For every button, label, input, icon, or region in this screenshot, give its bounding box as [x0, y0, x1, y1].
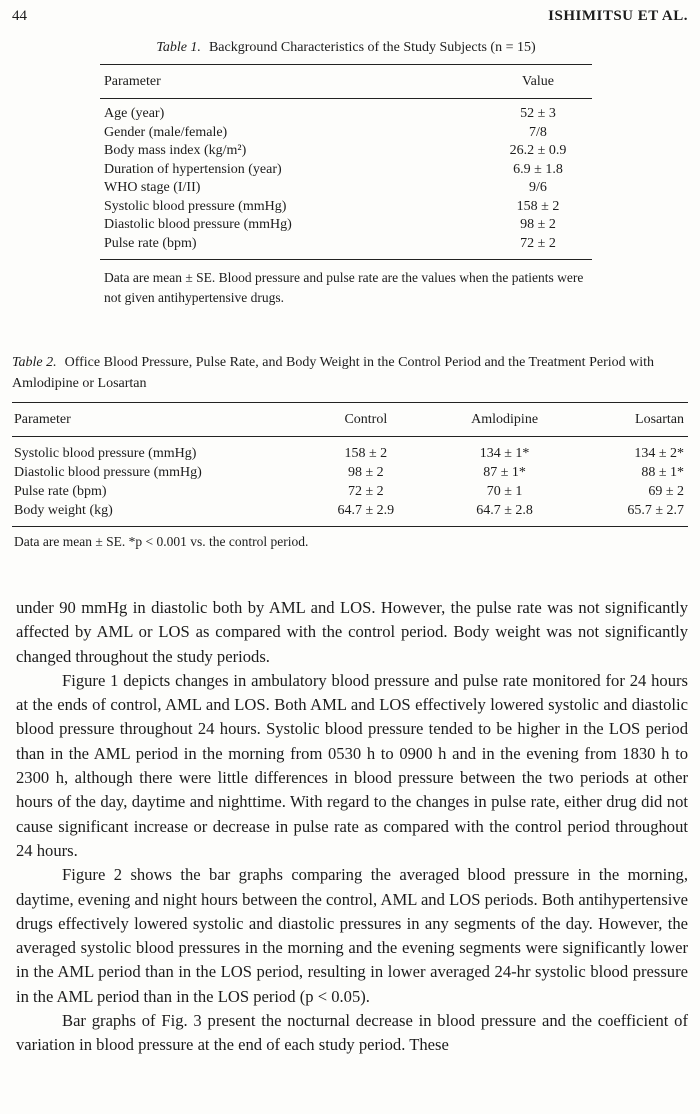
table-1-title: Background Characteristics of the Study Subjects (n = 15) — [208, 40, 536, 55]
table-2-header-losartan: Losartan — [635, 412, 684, 427]
table-cell-losartan: 65.7 ± 2.7 — [627, 503, 684, 518]
table-cell-amlodipine: 87 ± 1* — [483, 465, 526, 480]
table-cell-value: 6.9 ± 1.8 — [513, 161, 563, 177]
table-2-header-amlodipine: Amlodipine — [471, 412, 539, 427]
table-row — [104, 198, 588, 217]
table-cell-parameter: Diastolic blood pressure (mmHg) — [104, 217, 292, 232]
table-1 — [100, 40, 592, 308]
table-cell-value: 7/8 — [529, 124, 547, 140]
table-1-body — [100, 99, 592, 259]
table-cell-parameter: Body weight (kg) — [14, 503, 113, 518]
table-2-label: Table 2. — [12, 355, 57, 370]
table-cell-parameter: Duration of hypertension (year) — [104, 161, 282, 177]
running-head: ISHIMITSU ET AL. — [548, 8, 688, 24]
table-2-header-parameter: Parameter — [14, 412, 71, 427]
table-row — [104, 179, 588, 198]
table-cell-control: 64.7 ± 2.9 — [337, 503, 395, 518]
table-cell-amlodipine: 134 ± 1* — [479, 446, 530, 461]
page-header — [12, 8, 688, 28]
table-1-note: Data are mean ± SE. Blood pressure and pulse rate are the values when the patients were not given antihypertensive drugs. — [104, 270, 584, 305]
table-cell-parameter: WHO stage (I/II) — [104, 180, 201, 195]
table-cell-value: 72 ± 2 — [520, 235, 556, 251]
table-cell-parameter: Systolic blood pressure (mmHg) — [104, 198, 287, 214]
table-cell-parameter: Gender (male/female) — [104, 124, 228, 140]
table-cell-parameter: Pulse rate (bpm) — [14, 484, 107, 499]
table-cell-losartan: 134 ± 2* — [634, 446, 684, 461]
table-row — [14, 482, 686, 501]
table-row — [104, 105, 588, 124]
table-2 — [12, 352, 688, 550]
table-row — [104, 142, 588, 161]
table-cell-value: 9/6 — [529, 180, 547, 195]
table-cell-parameter: Body mass index (kg/m²) — [104, 143, 247, 158]
table-2-note: Data are mean ± SE. *p < 0.001 vs. the control period. — [14, 534, 309, 549]
paragraph-3: Figure 2 shows the bar graphs comparing the averaged blood pressure in the morning, daytime, evening and night hours between the control, AML and LOS periods. Both antihypertensive drugs effectively lowered systolic and diastolic pressures in any segments of the day. However, the averaged systolic blood pressures in the morning and the evening segments were significantly lower in the AML period than in the LOS period, resulting in lower averaged 24-hr systolic blood pressure in the AML period than in the LOS period (p < 0.05). — [16, 865, 688, 1006]
table-cell-parameter: Age (year) — [104, 106, 165, 121]
table-1-header-value: Value — [522, 74, 554, 89]
table-row — [14, 463, 686, 482]
table-cell-amlodipine: 64.7 ± 2.8 — [476, 503, 533, 518]
table-2-header-row — [12, 403, 688, 436]
table-1-header-row — [100, 65, 592, 98]
table-row — [104, 216, 588, 235]
body-text — [16, 596, 688, 1058]
table-1-caption — [100, 40, 592, 56]
paragraph-1: under 90 mmHg in diastolic both by AML and LOS. However, the pulse rate was not significantly affected by AML or LOS as compared with the control period. Body weight was not significantly changed throughout the study periods. — [16, 598, 688, 666]
table-2-body — [12, 437, 688, 526]
table-2-title: Office Blood Pressure, Pulse Rate, and Body Weight in the Control Period and the Treatment Period with Amlodipine or Losartan — [12, 355, 655, 391]
table-cell-parameter: Pulse rate (bpm) — [104, 235, 197, 251]
table-cell-value: 52 ± 3 — [520, 106, 556, 121]
table-cell-control: 72 ± 2 — [348, 484, 384, 499]
table-1-label: Table 1. — [156, 40, 201, 55]
table-cell-value: 158 ± 2 — [516, 198, 560, 214]
paragraph-4: Bar graphs of Fig. 3 present the nocturnal decrease in blood pressure and the coefficient of variation in blood pressure at the end of each study period. These — [16, 1011, 688, 1055]
table-cell-control: 158 ± 2 — [344, 446, 388, 461]
table-cell-amlodipine: 70 ± 1 — [486, 484, 523, 499]
table-row — [14, 444, 686, 463]
table-cell-parameter: Diastolic blood pressure (mmHg) — [14, 465, 202, 480]
table-1-header-parameter: Parameter — [104, 74, 161, 89]
table-row — [104, 161, 588, 180]
table-2-caption — [12, 352, 688, 394]
table-row — [104, 235, 588, 254]
table-cell-losartan: 88 ± 1* — [641, 465, 684, 480]
table-row — [104, 124, 588, 143]
table-cell-parameter: Systolic blood pressure (mmHg) — [14, 446, 197, 461]
table-cell-losartan: 69 ± 2 — [648, 484, 684, 499]
table-cell-control: 98 ± 2 — [348, 465, 384, 480]
table-cell-value: 98 ± 2 — [520, 217, 556, 232]
table-2-header-control: Control — [344, 412, 388, 427]
page-number: 44 — [12, 8, 27, 24]
paragraph-2: Figure 1 depicts changes in ambulatory blood pressure and pulse rate monitored for 24 hours at the ends of control, AML and LOS. Both AML and LOS effectively lowered systolic and diastolic blood pressure throughout 24 hours. Systolic blood pressure tended to be higher in the LOS period than in the AML period in the morning from 0530 h to 0900 h and in the evening from 1830 h to 2300 h, although there were little differences in blood pressure between the two periods at other hours of the day, daytime and nighttime. With regard to the changes in pulse rate, either drug did not cause significant increase or decrease in pulse rate as compared with the control period throughout 24 hours. — [16, 670, 688, 860]
table-row — [14, 501, 686, 520]
table-cell-value: 26.2 ± 0.9 — [509, 143, 567, 158]
